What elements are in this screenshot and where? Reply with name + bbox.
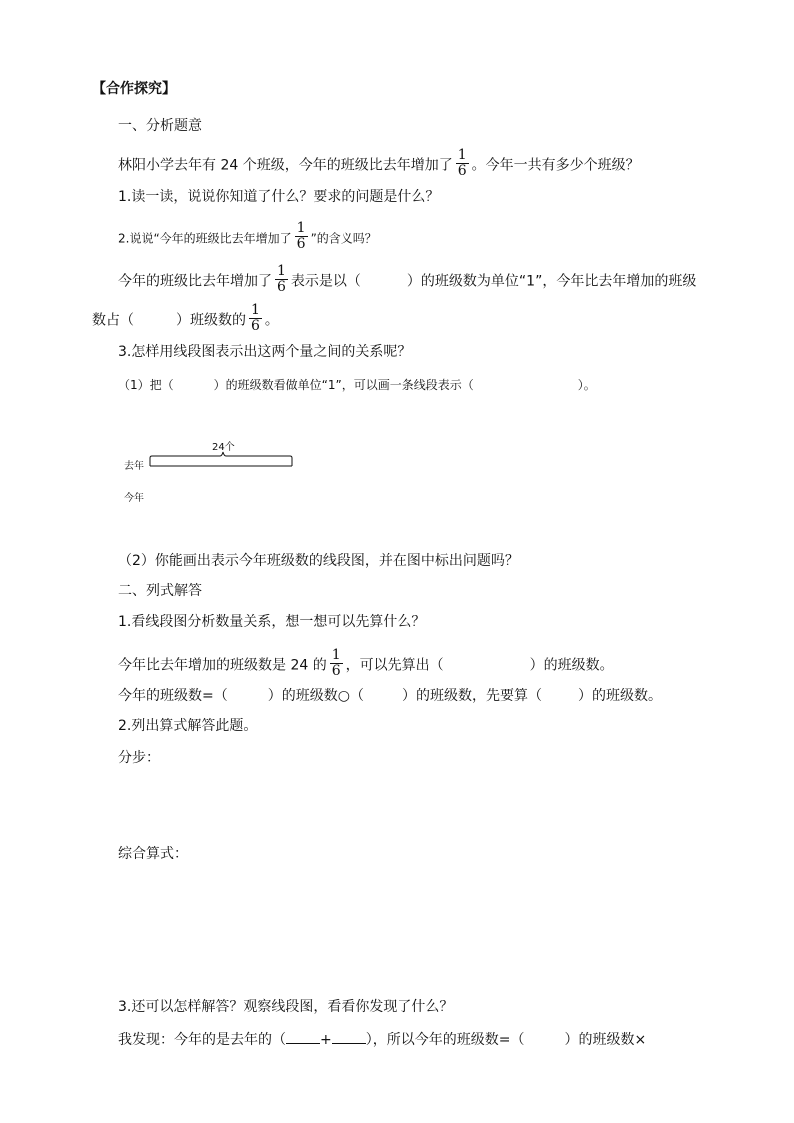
problem-statement [118,147,640,181]
calc-line-2: 今年的班级数=（ ）的班级数○（ ）的班级数，先要算（ ）的班级数。 [118,688,662,704]
question-2-2: 2.列出算式解答此题。 [118,718,258,734]
diagram-count-label: 24个 [212,442,235,453]
discovery-line: 我发现：今年的是去年的（ + ），所以今年的班级数=（ ）的班级数× [118,1029,646,1050]
question-1-3: 3.怎样用线段图表示出这两个量之间的关系呢？ [118,344,412,360]
explanation-line-2: 数占（ ）班级数的 $\frac{1}{6}$ 。 [92,302,279,334]
explanation-line-1: 今年的班级比去年增加了 $\frac{1}{6}$ 表示是以（ ）的班级数为单位“1”，今年比去年增加的班级 [118,263,697,295]
question-1-2: 2.说说“今年的班级比去年增加了 $\frac{1}{6}$ ”的含义吗？ [118,220,377,252]
fraction-one-sixth: $\frac{1}{6}$ [331,647,341,679]
problem-text-a: 林阳小学去年有 24 个班级，今年的班级比去年增加了 [118,157,453,174]
section-1-title: 一、分析题意 [118,118,202,134]
section-heading: 【合作探究】 [92,81,176,97]
question-2-1: 1.看线段图分析数量关系，想一想可以先算什么？ [118,614,426,630]
fraction-one-sixth: $\frac{1}{6}$ [251,302,260,334]
last-year-label: 去年 [124,461,144,472]
question-2-3: 3.还可以怎样解答？观察线段图，看看你发现了什么？ [118,999,454,1015]
combined-label: 综合算式： [118,846,188,862]
question-1-3-1: （1）把（ ）的班级数看做单位“1”，可以画一条线段表示（ ）。 [118,378,596,392]
this-year-label: 今年 [124,493,144,504]
problem-text-b: 。今年一共有多少个班级？ [471,157,640,174]
fraction-one-sixth: $\frac{1}{6}$ [296,220,306,252]
calc-line-1: 今年比去年增加的班级数是 24 的 $\frac{1}{6}$ ，可以先算出（ ）的班级数。 [118,647,614,679]
step-label: 分步： [118,750,160,766]
section-2-title: 二、列式解答 [118,583,202,599]
fraction-one-sixth: $\frac{1}{6}$ [277,263,286,295]
question-1-3-2: （2）你能画出表示今年班级数的线段图，并在图中标出问题吗？ [118,553,519,569]
blank-2[interactable] [332,1029,366,1044]
blank-1[interactable] [286,1029,320,1044]
fraction-one-sixth: $\frac{1}{6}$ [457,147,467,179]
last-year-segment [148,448,298,470]
question-1-1: 1.读一读，说说你知道了什么？要求的问题是什么？ [118,189,440,205]
